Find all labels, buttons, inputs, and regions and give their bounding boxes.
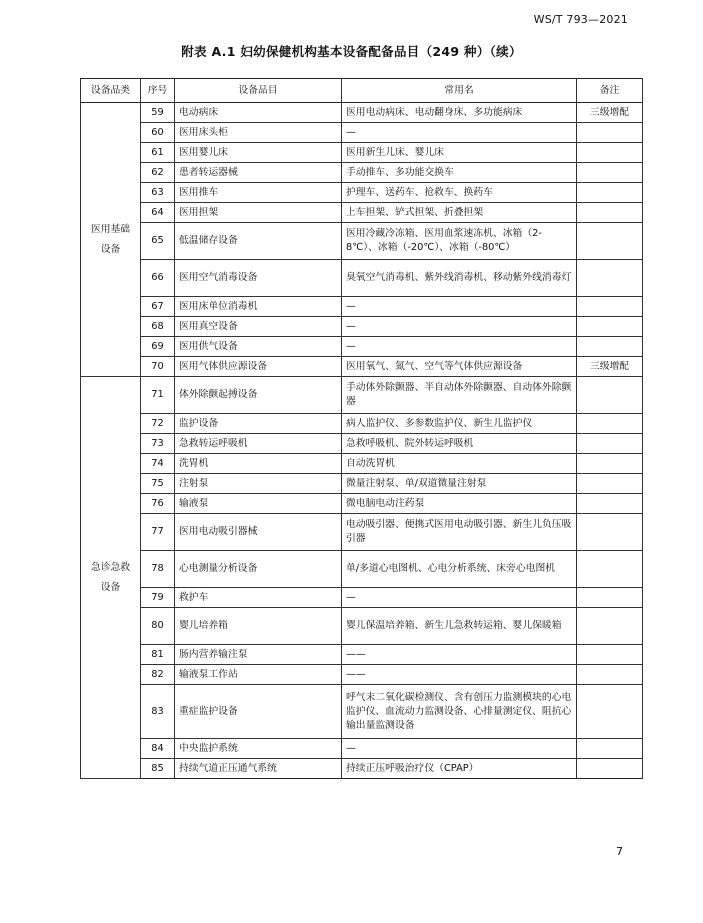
item-name: 医用婴儿床: [175, 143, 342, 163]
table-row: [81, 685, 643, 739]
table-row: [81, 203, 643, 223]
note: [577, 434, 643, 454]
item-name: 体外除颤起搏设备: [175, 377, 342, 414]
table-row: [81, 514, 643, 551]
row-number: 80: [141, 608, 175, 645]
table-row: [81, 551, 643, 588]
column-header-common-name: 常用名: [342, 79, 577, 103]
note: [577, 494, 643, 514]
item-name: 中央监护系统: [175, 739, 342, 759]
common-name: 手动体外除颤器、半自动体外除颤器、自动体外除颤器: [342, 377, 577, 414]
row-number: 66: [141, 260, 175, 297]
note: [577, 414, 643, 434]
common-name: —: [342, 739, 577, 759]
column-header-number: 序号: [141, 79, 175, 103]
common-name: 婴儿保温培养箱、新生儿急救转运箱、婴儿保暖箱: [342, 608, 577, 645]
common-name: 医用新生儿床、婴儿床: [342, 143, 577, 163]
table-row: [81, 474, 643, 494]
item-name: 输液泵工作站: [175, 665, 342, 685]
common-name: —: [342, 588, 577, 608]
standard-code: WS/T 793—2021: [533, 13, 628, 26]
row-number: 63: [141, 183, 175, 203]
common-name: 微电脑电动注药泵: [342, 494, 577, 514]
row-number: 65: [141, 223, 175, 260]
item-name: 患者转运器械: [175, 163, 342, 183]
table-row: [81, 103, 643, 123]
common-name: 单/多道心电图机、心电分析系统、床旁心电图机: [342, 551, 577, 588]
common-name: —: [342, 297, 577, 317]
note: [577, 337, 643, 357]
row-number: 75: [141, 474, 175, 494]
row-number: 76: [141, 494, 175, 514]
table-row: [81, 357, 643, 377]
item-name: 医用供气设备: [175, 337, 342, 357]
item-name: 重症监护设备: [175, 685, 342, 739]
row-number: 60: [141, 123, 175, 143]
row-number: 72: [141, 414, 175, 434]
row-number: 61: [141, 143, 175, 163]
category-cell-emergency: [81, 377, 141, 779]
row-number: 69: [141, 337, 175, 357]
note: [577, 514, 643, 551]
table-row: [81, 608, 643, 645]
column-header-category: 设备品类: [81, 79, 141, 103]
note: [577, 377, 643, 414]
common-name: 急救呼吸机、院外转运呼吸机: [342, 434, 577, 454]
table-row: [81, 377, 643, 414]
common-name: 臭氧空气消毒机、紫外线消毒机、移动紫外线消毒灯: [342, 260, 577, 297]
item-name: 监护设备: [175, 414, 342, 434]
note: 三级增配: [577, 357, 643, 377]
table-row: [81, 414, 643, 434]
item-name: 医用电动吸引器械: [175, 514, 342, 551]
common-name: 病人监护仪、多参数监护仪、新生儿监护仪: [342, 414, 577, 434]
item-name: 输液泵: [175, 494, 342, 514]
note: [577, 260, 643, 297]
table-row: [81, 260, 643, 297]
note: [577, 685, 643, 739]
common-name: 手动推车、多功能交换车: [342, 163, 577, 183]
table-row: [81, 494, 643, 514]
row-number: 73: [141, 434, 175, 454]
table-row: [81, 163, 643, 183]
equipment-table: [80, 78, 643, 779]
table-row: [81, 454, 643, 474]
note: [577, 297, 643, 317]
row-number: 62: [141, 163, 175, 183]
table-title: 附表 A.1 妇幼保健机构基本设备配备品目（249 种）（续）: [181, 44, 522, 59]
note: [577, 183, 643, 203]
note: 三级增配: [577, 103, 643, 123]
column-header-note: 备注: [577, 79, 643, 103]
table-row: [81, 588, 643, 608]
common-name: —: [342, 317, 577, 337]
table-row: [81, 434, 643, 454]
note: [577, 551, 643, 588]
category-label: 医用基础 设备: [90, 223, 131, 255]
table-row: [81, 337, 643, 357]
note: [577, 645, 643, 665]
note: [577, 163, 643, 183]
item-name: 心电测量分析设备: [175, 551, 342, 588]
note: [577, 203, 643, 223]
row-number: 59: [141, 103, 175, 123]
common-name: 自动洗胃机: [342, 454, 577, 474]
common-name: 呼气末二氧化碳检测仪、含有创压力监测模块的心电监护仪、血流动力监测设备、心排量测定仪、阻抗心输出量监测设备: [342, 685, 577, 739]
note: [577, 123, 643, 143]
note: [577, 739, 643, 759]
note: [577, 317, 643, 337]
table-row: [81, 759, 643, 779]
note: [577, 143, 643, 163]
common-name: 上车担架、铲式担架、折叠担架: [342, 203, 577, 223]
table-row: [81, 665, 643, 685]
common-name: —: [342, 337, 577, 357]
common-name: ——: [342, 665, 577, 685]
item-name: 持续气道正压通气系统: [175, 759, 342, 779]
item-name: 医用床头柜: [175, 123, 342, 143]
note: [577, 665, 643, 685]
item-name: 医用床单位消毒机: [175, 297, 342, 317]
row-number: 85: [141, 759, 175, 779]
table-row: [81, 645, 643, 665]
table-row: [81, 183, 643, 203]
common-name: 医用氧气、氮气、空气等气体供应源设备: [342, 357, 577, 377]
table-row: [81, 739, 643, 759]
row-number: 68: [141, 317, 175, 337]
table-row: [81, 143, 643, 163]
row-number: 81: [141, 645, 175, 665]
item-name: 医用担架: [175, 203, 342, 223]
row-number: 84: [141, 739, 175, 759]
note: [577, 223, 643, 260]
row-number: 83: [141, 685, 175, 739]
common-name: ——: [342, 645, 577, 665]
column-header-item: 设备品目: [175, 79, 342, 103]
note: [577, 474, 643, 494]
common-name: 电动吸引器、便携式医用电动吸引器、新生儿负压吸引器: [342, 514, 577, 551]
item-name: 医用真空设备: [175, 317, 342, 337]
item-name: 医用空气消毒设备: [175, 260, 342, 297]
common-name: 微量注射泵、单/双道微量注射泵: [342, 474, 577, 494]
table-row: [81, 123, 643, 143]
item-name: 急救转运呼吸机: [175, 434, 342, 454]
common-name: —: [342, 123, 577, 143]
note: [577, 588, 643, 608]
table-row: [81, 297, 643, 317]
item-name: 医用推车: [175, 183, 342, 203]
note: [577, 454, 643, 474]
page-number: 7: [616, 845, 623, 858]
item-name: 救护车: [175, 588, 342, 608]
row-number: 78: [141, 551, 175, 588]
item-name: 注射泵: [175, 474, 342, 494]
item-name: 低温储存设备: [175, 223, 342, 260]
row-number: 74: [141, 454, 175, 474]
common-name: 护理车、送药车、抢救车、换药车: [342, 183, 577, 203]
row-number: 79: [141, 588, 175, 608]
category-cell-medical-basic: [81, 103, 141, 377]
item-name: 婴儿培养箱: [175, 608, 342, 645]
item-name: 洗胃机: [175, 454, 342, 474]
item-name: 肠内营养输注泵: [175, 645, 342, 665]
row-number: 70: [141, 357, 175, 377]
common-name: 持续正压呼吸治疗仪（CPAP）: [342, 759, 577, 779]
category-label: 急诊急救 设备: [90, 561, 131, 593]
row-number: 67: [141, 297, 175, 317]
item-name: 医用气体供应源设备: [175, 357, 342, 377]
row-number: 64: [141, 203, 175, 223]
item-name: 电动病床: [175, 103, 342, 123]
table-header-row: [81, 79, 643, 103]
table-row: [81, 223, 643, 260]
row-number: 77: [141, 514, 175, 551]
note: [577, 608, 643, 645]
note: [577, 759, 643, 779]
table-row: [81, 317, 643, 337]
row-number: 82: [141, 665, 175, 685]
row-number: 71: [141, 377, 175, 414]
common-name: 医用电动病床、电动翻身床、多功能病床: [342, 103, 577, 123]
common-name: 医用冷藏冷冻箱、医用血浆速冻机、冰箱（2-8℃）、冰箱（-20℃）、冰箱（-80℃）: [342, 223, 577, 260]
